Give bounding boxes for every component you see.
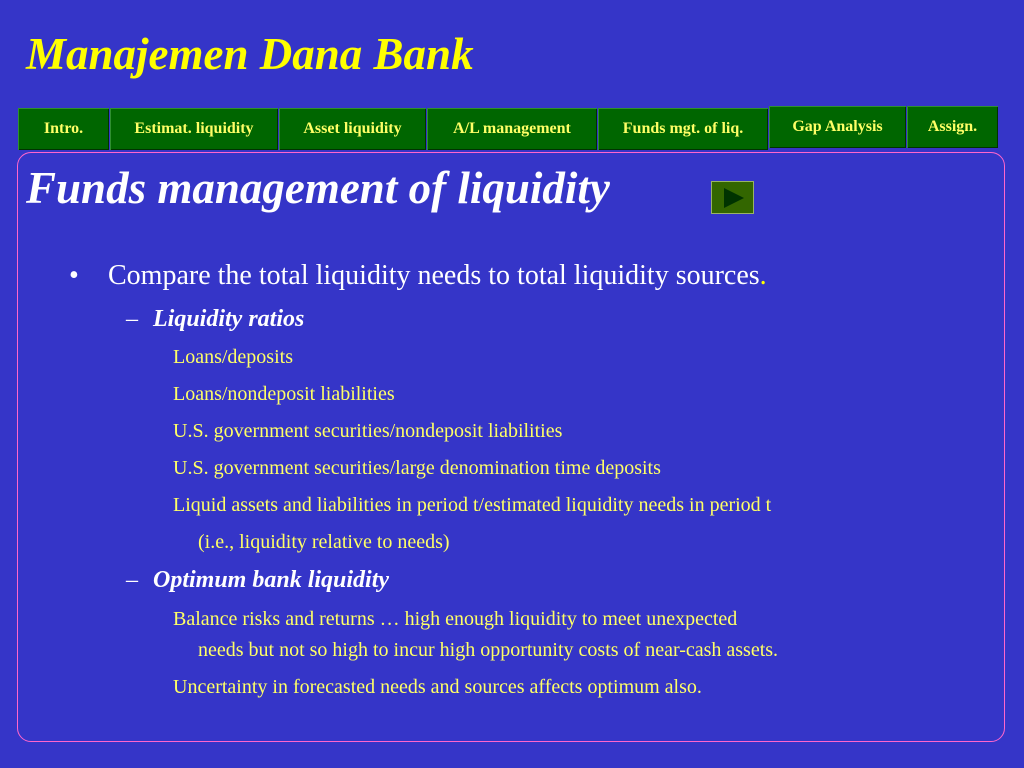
tab-estimat-liquidity[interactable]: Estimat. liquidity — [110, 108, 278, 150]
ratio-line: Liquid assets and liabilities in period t/estimated liquidity needs in period t — [173, 494, 772, 516]
tab-gap-analysis[interactable]: Gap Analysis — [769, 106, 906, 148]
ratio-line: U.S. government securities/large denomination time deposits — [173, 457, 661, 479]
tab-intro[interactable]: Intro. — [18, 108, 109, 150]
tab-al-management[interactable]: A/L management — [427, 108, 597, 150]
tab-asset-liquidity[interactable]: Asset liquidity — [279, 108, 426, 150]
play-triangle-icon — [724, 188, 744, 208]
main-bullet-period: . — [759, 260, 767, 291]
tab-assign[interactable]: Assign. — [907, 106, 998, 148]
ratio-line: U.S. government securities/nondeposit liabilities — [173, 420, 563, 442]
deck-title: Manajemen Dana Bank — [26, 29, 474, 79]
slide-title: Funds management of liquidity — [26, 163, 610, 213]
liquidity-ratios-heading: Liquidity ratios — [153, 306, 305, 332]
sub-bullet-dash: – — [126, 567, 138, 593]
optimum-line-continuation: needs but not so high to incur high opportunity costs of near-cash assets. — [198, 639, 779, 661]
sub-bullet-dash: – — [126, 306, 138, 332]
ratio-line-continuation: (i.e., liquidity relative to needs) — [198, 531, 450, 553]
optimum-line: Uncertainty in forecasted needs and sources affects optimum also. — [173, 676, 702, 698]
ratio-line: Loans/nondeposit liabilities — [173, 383, 395, 405]
bullet-dot: • — [69, 260, 79, 291]
tab-funds-mgt-of-liq[interactable]: Funds mgt. of liq. — [598, 108, 768, 150]
play-button[interactable] — [711, 181, 754, 214]
main-bullet-text: Compare the total liquidity needs to total liquidity sources — [108, 260, 760, 291]
main-bullet — [108, 259, 767, 293]
ratio-line: Loans/deposits — [173, 346, 293, 368]
optimum-line: Balance risks and returns … high enough liquidity to meet unexpected — [173, 608, 738, 630]
optimum-liquidity-heading: Optimum bank liquidity — [153, 567, 390, 593]
